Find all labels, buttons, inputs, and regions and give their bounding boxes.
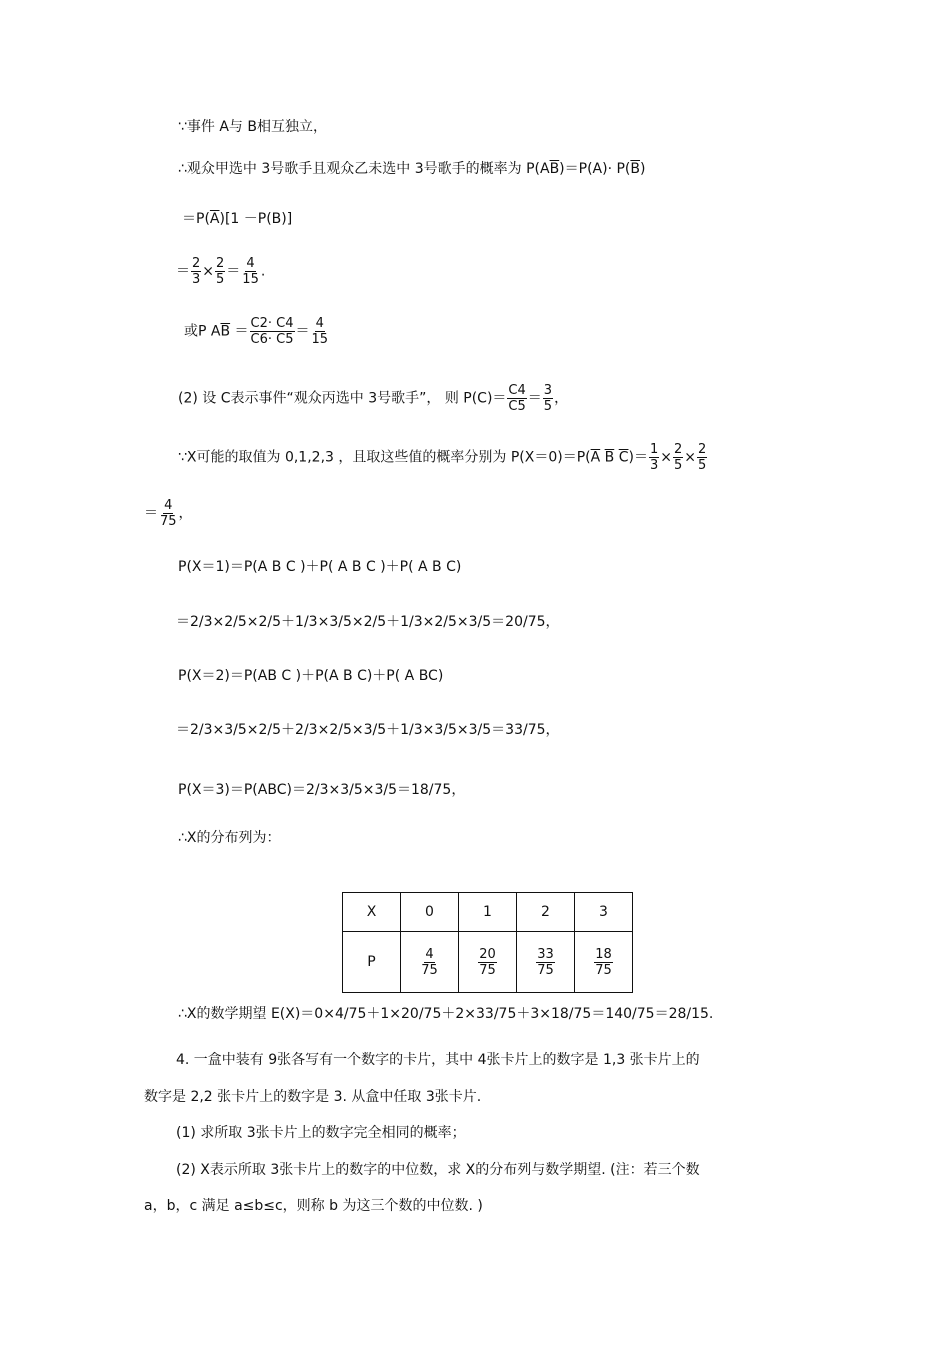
denominator: 75 bbox=[479, 962, 496, 978]
equals: ＝ bbox=[295, 323, 310, 340]
table-cell: 0 bbox=[401, 893, 459, 932]
line-text: P(X＝1)＝P(A B C )＋P( A B C )＋P( A B C) bbox=[178, 559, 462, 575]
fraction bbox=[191, 256, 201, 287]
fraction bbox=[215, 256, 225, 287]
fraction bbox=[594, 947, 613, 978]
table-cell bbox=[401, 932, 459, 993]
table-row bbox=[343, 932, 633, 993]
table-cell: 1 bbox=[459, 893, 517, 932]
fraction bbox=[649, 442, 659, 473]
fraction bbox=[241, 256, 260, 287]
line-text: ∴X的数学期望 E(X)＝0×4/75＋1×20/75＋2×33/75＋3×18/75＝140/75＝28/15. bbox=[178, 1006, 714, 1022]
numerator: 2 bbox=[216, 256, 225, 271]
table-cell bbox=[517, 932, 575, 993]
denominator: 5 bbox=[697, 458, 707, 473]
overline-var: $\overline{C}$ bbox=[618, 449, 629, 466]
line-text: ＝2/3×2/5×2/5＋1/3×3/5×2/5＋1/3×2/5×3/5＝20/75， bbox=[176, 614, 560, 630]
text-line-px2 bbox=[178, 666, 443, 686]
fraction bbox=[673, 442, 683, 473]
line-text: (2) X表示所取 3张卡片上的数字的中位数，求 X的分布列与数学期望. (注：若三个数 bbox=[176, 1162, 700, 1178]
fraction bbox=[420, 947, 439, 978]
text-segment: ＝ bbox=[230, 323, 249, 340]
text-segment: )＝P(A)· P( bbox=[559, 161, 631, 177]
text-line-product bbox=[182, 209, 292, 229]
text-segment: ＝P( bbox=[182, 211, 210, 227]
line-text: 数字是 2,2 张卡片上的数字是 3. 从盒中任取 3张卡片. bbox=[144, 1089, 482, 1105]
text-segment: ) bbox=[640, 161, 646, 177]
line-text: ＝2/3×3/5×2/5＋2/3×2/5×3/5＋1/3×3/5×3/5＝33/75， bbox=[176, 722, 560, 738]
text-line-x-values: ∵X可能的取值为 0,1,2,3 ，且取这些值的概率分别为 $P(X=0)=P(\overline{A}$ $\overline{B}$ $\overline{C})=$ $\frac{1}{3}$ × $\frac{2}{5}$ × $\frac{2}{5}$ bbox=[178, 442, 707, 473]
text-line-expectation bbox=[178, 1004, 713, 1024]
distribution-table bbox=[342, 892, 633, 993]
table-cell bbox=[459, 932, 517, 993]
comma: ， bbox=[554, 390, 569, 407]
equals: ＝ bbox=[527, 390, 542, 407]
denominator: 15 bbox=[242, 272, 259, 287]
denominator: 75 bbox=[537, 962, 554, 978]
line-text: P(X＝2)＝P(AB C )＋P(A B C)＋P( A BC) bbox=[178, 668, 444, 684]
table-cell bbox=[575, 932, 633, 993]
equals: ＝ bbox=[176, 263, 190, 280]
overline-var: $\overline{A}$ bbox=[590, 449, 601, 466]
text-segment: ∴观众甲选中 3号歌手且观众乙未选中 3号歌手的概率为 P( bbox=[178, 161, 540, 177]
numerator: 4 bbox=[425, 946, 434, 962]
numerator: 2 bbox=[673, 442, 683, 457]
text-line-part2 bbox=[178, 383, 568, 414]
denominator: 5 bbox=[216, 272, 225, 287]
overline-var: $\overline{B}$ bbox=[630, 161, 640, 177]
numerator: 4 bbox=[164, 498, 173, 513]
text-line-independent bbox=[178, 117, 327, 137]
numerator: 20 bbox=[479, 946, 496, 962]
problem-4-line-1 bbox=[176, 1050, 700, 1070]
fraction bbox=[536, 947, 555, 978]
numerator: 2 bbox=[192, 256, 201, 271]
times: × bbox=[202, 263, 215, 280]
denominator: 75 bbox=[160, 514, 177, 529]
text-segment: A bbox=[539, 161, 550, 177]
text-segment: (2) 设 C表示事件“观众丙选中 3号歌手”， 则 P(C)＝ bbox=[178, 390, 507, 407]
fraction bbox=[250, 316, 295, 347]
text-line-px0-result bbox=[144, 498, 193, 529]
line-text: P(X＝3)＝P(ABC)＝2/3×3/5×3/5＝18/75， bbox=[178, 782, 466, 798]
text-line-distribution-heading bbox=[178, 828, 281, 848]
denominator: 15 bbox=[311, 332, 329, 347]
line-text: (1) 求所取 3张卡片上的数字完全相同的概率； bbox=[176, 1125, 466, 1141]
denominator: C5 bbox=[508, 399, 526, 414]
text-line-px2-calc bbox=[176, 720, 560, 740]
period: . bbox=[260, 263, 266, 280]
fraction bbox=[507, 383, 526, 414]
denominator: 5 bbox=[543, 399, 553, 414]
table-cell: 2 bbox=[517, 893, 575, 932]
fraction bbox=[159, 498, 178, 529]
text-line-prob-statement bbox=[178, 159, 645, 179]
problem-4-part-1 bbox=[176, 1123, 466, 1143]
numerator: C2· C4 bbox=[250, 316, 294, 331]
fraction bbox=[697, 442, 707, 473]
fraction bbox=[478, 947, 497, 978]
text-segment: )[1 －P(B)] bbox=[219, 211, 293, 227]
denominator: 5 bbox=[673, 458, 683, 473]
overline-var: $\overline{B}$ bbox=[604, 449, 615, 466]
text-line-px1-calc bbox=[176, 612, 560, 632]
problem-4-part-2-note bbox=[144, 1196, 483, 1216]
text-segment: ∵X可能的取值为 0,1,2,3 ，且取这些值的概率分别为 P(X＝0)＝P( bbox=[178, 449, 591, 466]
numerator: 1 bbox=[649, 442, 659, 457]
equals: ＝ bbox=[226, 263, 241, 280]
text-line-calc-1 bbox=[176, 256, 265, 287]
table-row bbox=[343, 893, 633, 932]
text-line-px3 bbox=[178, 780, 465, 800]
overline-var: $\overline{B}$ bbox=[220, 323, 231, 340]
comma: ， bbox=[178, 505, 193, 522]
fraction bbox=[311, 316, 330, 347]
numerator: 33 bbox=[537, 946, 554, 962]
line-text: ∴X的分布列为： bbox=[178, 830, 281, 846]
numerator: 4 bbox=[246, 256, 255, 271]
denominator: 3 bbox=[192, 272, 201, 287]
denominator: C6· C5 bbox=[250, 332, 294, 347]
equals: ＝ bbox=[144, 505, 158, 522]
table-cell: 3 bbox=[575, 893, 633, 932]
text-line-combination bbox=[184, 316, 330, 347]
denominator: 75 bbox=[421, 962, 438, 978]
numerator: 18 bbox=[595, 946, 612, 962]
problem-4-line-2 bbox=[144, 1087, 481, 1107]
fraction bbox=[543, 383, 553, 414]
table-cell: P bbox=[343, 932, 401, 993]
line-text: 4. 一盒中装有 9张各写有一个数字的卡片，其中 4张卡片上的数字是 1,3 张卡片上的 bbox=[176, 1052, 700, 1068]
numerator: C4 bbox=[508, 383, 526, 398]
table-cell: X bbox=[343, 893, 401, 932]
numerator: 3 bbox=[543, 383, 553, 398]
text-line-px1 bbox=[178, 557, 461, 577]
text-segment: 或P A bbox=[184, 323, 221, 340]
line-text: ∵事件 A与 B相互独立， bbox=[178, 119, 327, 135]
denominator: 3 bbox=[649, 458, 659, 473]
line-text: a，b，c 满足 a≤b≤c，则称 b 为这三个数的中位数. ) bbox=[144, 1198, 483, 1214]
overline-var: $\overline{A}$ bbox=[209, 211, 220, 227]
text-segment: )＝ bbox=[628, 449, 648, 466]
overline-var: $\overline{B}$ bbox=[549, 161, 560, 177]
numerator: 4 bbox=[315, 316, 324, 331]
denominator: 75 bbox=[595, 962, 612, 978]
numerator: 2 bbox=[697, 442, 707, 457]
problem-4-part-2 bbox=[176, 1160, 700, 1180]
